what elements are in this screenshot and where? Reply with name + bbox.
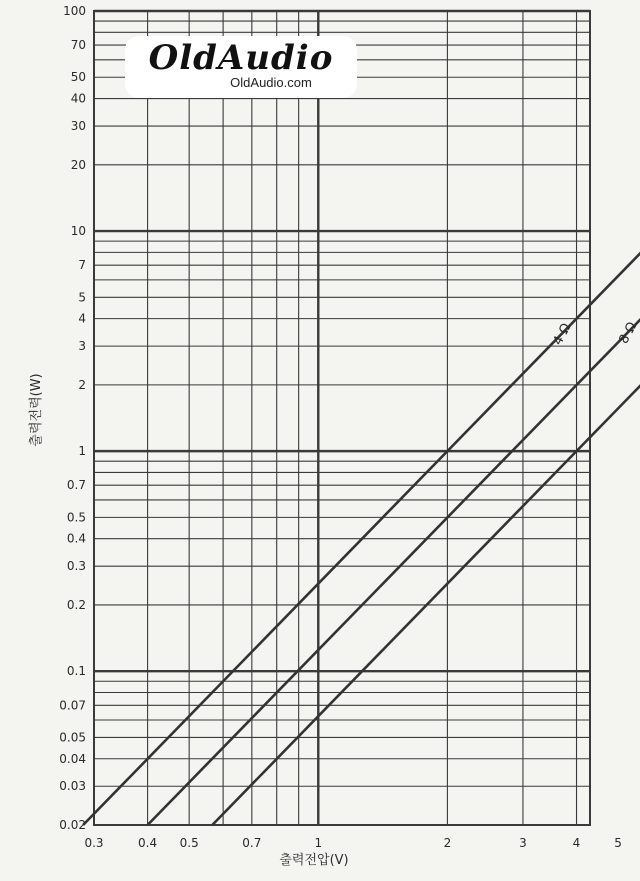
series-line-2: [148, 11, 640, 825]
y-tick-label: 0.07: [59, 698, 86, 713]
oldaudio-logo: [125, 36, 357, 98]
grid: [94, 11, 590, 825]
y-tick-label: 0.5: [66, 510, 86, 525]
x-tick-label: 2: [443, 836, 452, 850]
x-tick-label: 4: [572, 836, 581, 850]
y-tick-label: 0.05: [59, 730, 86, 745]
x-tick-label: 0.7: [242, 836, 262, 850]
y-tick-label: 0.7: [66, 478, 86, 493]
y-tick-label: 0.04: [59, 751, 86, 766]
plot-frame: [94, 11, 590, 825]
y-tick-label: 0.02: [59, 818, 86, 832]
y-tick-label: 100: [63, 4, 86, 18]
y-tick-label: 1: [78, 444, 86, 459]
logo-title: OldAudio: [148, 38, 334, 78]
y-tick-label: 20: [70, 157, 86, 172]
series-line-1: [83, 11, 640, 825]
x-tick-label: 0.5: [179, 836, 199, 850]
y-tick-label: 70: [70, 38, 86, 53]
y-tick-label: 50: [70, 70, 86, 85]
y-tick-label: 10: [70, 224, 86, 239]
y-tick-label: 0.2: [66, 597, 86, 612]
x-tick-label: 1: [314, 836, 323, 850]
x-tick-label: 5: [614, 836, 622, 850]
tick-labels: [59, 4, 640, 850]
y-tick-label: 0.3: [66, 559, 86, 574]
y-tick-label: 0.4: [66, 531, 86, 546]
y-tick-label: 5: [78, 290, 86, 305]
y-axis-title: 출력전력(W): [29, 373, 44, 447]
y-tick-label: 40: [70, 91, 86, 106]
y-tick-label: 4: [78, 311, 86, 326]
y-tick-label: 0.03: [59, 779, 86, 794]
series-lines: [83, 11, 640, 825]
y-tick-label: 2: [78, 377, 86, 392]
x-tick-label: 0.3: [84, 836, 104, 850]
y-tick-label: 3: [78, 339, 86, 354]
y-tick-label: 0.1: [66, 664, 86, 679]
x-tick-label: 0.4: [138, 836, 158, 850]
x-axis-title: 출력전압(V): [279, 853, 349, 868]
series-label-2: 8 Ω: [616, 319, 640, 347]
logo-url: OldAudio.com: [230, 75, 312, 90]
y-tick-label: 30: [70, 119, 86, 134]
y-tick-label: 7: [78, 258, 86, 273]
series-label-1: 4 Ω: [550, 321, 575, 348]
x-tick-label: 3: [519, 836, 527, 850]
